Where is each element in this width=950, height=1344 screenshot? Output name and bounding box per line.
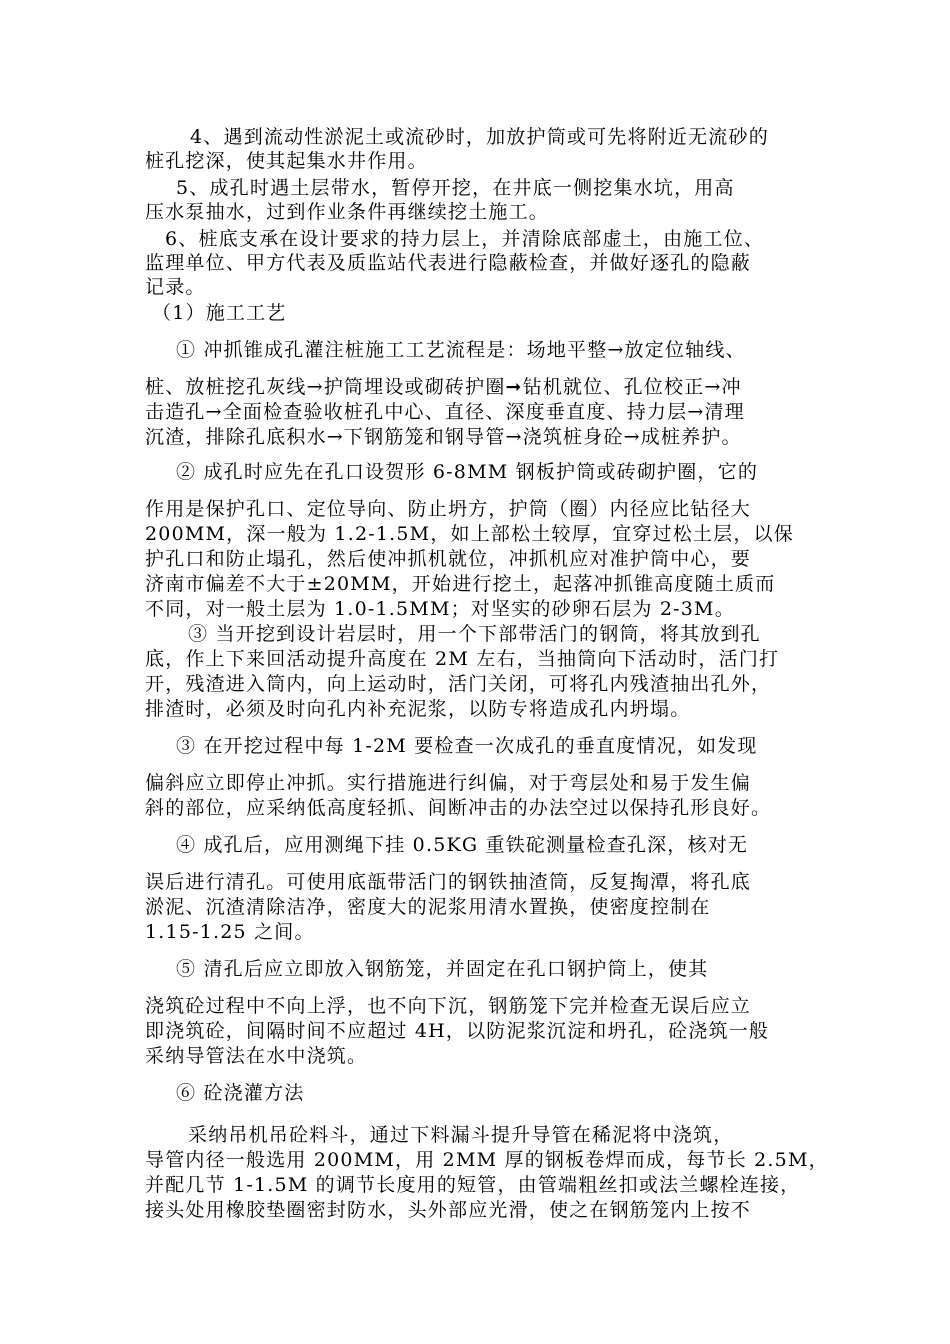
section-heading: （1）施工工艺 xyxy=(152,302,287,324)
text-line: 不同，对一般土层为 1.0-1.5MM；对坚实的砂卵石层为 2-3M。 xyxy=(145,598,735,620)
text-line: 误后进行清孔。可使用底瓿带活门的钢铁抽渣筒，反复掏潭，将孔底 xyxy=(145,871,752,893)
text-line: 1.15-1.25 之间。 xyxy=(145,921,315,943)
text-line: ④ 成孔后，应用测绳下挂 0.5KG 重铁砣测量检查孔深，核对无 xyxy=(176,834,749,856)
text-line: 偏斜应立即停止冲抓。实行措施进行纠偏，对于弯层处和易于发生偏 xyxy=(145,772,752,794)
text-line: 采纳导管法在水中浇筑。 xyxy=(145,1045,368,1067)
text-line: 采纳吊机吊砼料斗，通过下料漏斗提升导管在稀泥将中浇筑， xyxy=(188,1124,734,1146)
text-line: 200MM，深一般为 1.2-1.5M，如上部松土较厚，宜穿过松土层，以保 xyxy=(145,523,794,545)
text-line: 浇筑砼过程中不向上浮，也不向下沉，钢筋笼下完并检查无误后应立 xyxy=(145,995,752,1017)
text-line: 斜的部位，应采纳低高度轻抓、间断冲击的办法空过以保持孔形良好。 xyxy=(145,797,772,819)
text-line: 5、成孔时遇土层带水，暂停开挖，在井底一侧挖集水坑，用高 xyxy=(176,177,735,199)
text-line: 桩孔挖深，使其起集水井作用。 xyxy=(145,150,428,172)
text-line: 桩、放桩挖孔灰线→护筒埋设或砌砖护圈➞钻机就位、孔位校正→冲 xyxy=(145,376,742,398)
text-line: 底，作上下来回活动提升高度在 2M 左右，当抽筒向下活动时，活门打 xyxy=(145,648,780,670)
text-line: 淤泥、沉渣清除洁净，密度大的泥浆用清水置换，使密度控制在 xyxy=(145,896,711,918)
text-line: 护孔口和防止塌孔，然后使冲抓机就位，冲抓机应对准护筒中心，要 xyxy=(145,548,752,570)
text-line: 即浇筑砼，间隔时间不应超过 4H，以防泥浆沉淀和坍孔，砼浇筑一般 xyxy=(145,1020,770,1042)
text-line: 开，残渣进入筒内，向上运动时，活门关闭，可将孔内残渣抽出孔外， xyxy=(145,673,772,695)
text-line: 击造孔→全面检查验收桩孔中心、直径、深度垂直度、持力层→清理 xyxy=(145,401,745,423)
text-line: ① 冲抓锥成孔灌注桩施工工艺流程是：场地平整→放定位轴线、 xyxy=(176,339,746,361)
text-line: 记录。 xyxy=(145,276,206,298)
text-line: ⑤ 清孔后应立即放入钢筋笼，并固定在孔口钢护筒上，使其 xyxy=(176,958,709,980)
text-line: 监理单位、甲方代表及质监站代表进行隐蔽检查，并做好逐孔的隐蔽 xyxy=(145,252,752,274)
text-line: 压水泵抽水，过到作业条件再继续挖土施工。 xyxy=(145,201,550,223)
text-line: 接头处用橡胶垫圈密封防水，头外部应光滑，使之在钢筋笼内上按不 xyxy=(145,1199,752,1221)
text-line: 作用是保护孔口、定位导向、防止坍方，护筒（圈）内径应比钻径大 xyxy=(145,498,752,520)
text-line: 排渣时，必须及时向孔内补充泥浆，以防专将造成孔内坍塌。 xyxy=(145,698,691,720)
text-line: ③ 当开挖到设计岩层时，用一个下部带活门的钢筒，将其放到孔 xyxy=(188,623,761,645)
text-line: 6、桩底支承在设计要求的持力层上，并清除底部虚土，由施工位、 xyxy=(165,228,765,250)
text-line: 沉渣，排除孔底积水→下钢筋笼和钢导管→浇筑桩身砼→成桩养护。 xyxy=(145,426,742,448)
text-line: 济南市偏差不大于±20MM，开始进行挖土，起落冲抓锥高度随土质而 xyxy=(145,573,776,595)
text-line: ② 成孔时应先在孔口设贺形 6-8MM 钢板护筒或砖砌护圈，它的 xyxy=(176,461,759,483)
text-line: ⑥ 砼浇灌方法 xyxy=(176,1082,305,1104)
text-line: 导管内径一般选用 200MM，用 2MM 厚的钢板卷焊而成，每节长 2.5M， xyxy=(145,1149,829,1171)
text-line: ③ 在开挖过程中每 1-2M 要检查一次成孔的垂直度情况，如发现 xyxy=(176,735,758,757)
text-line: 并配几节 1-1.5M 的调节长度用的短管，由管端粗丝扣或法兰螺栓连接， xyxy=(145,1174,801,1196)
text-line: 4、遇到流动性淤泥土或流砂时，加放护筒或可先将附近无流砂的 xyxy=(190,126,769,148)
